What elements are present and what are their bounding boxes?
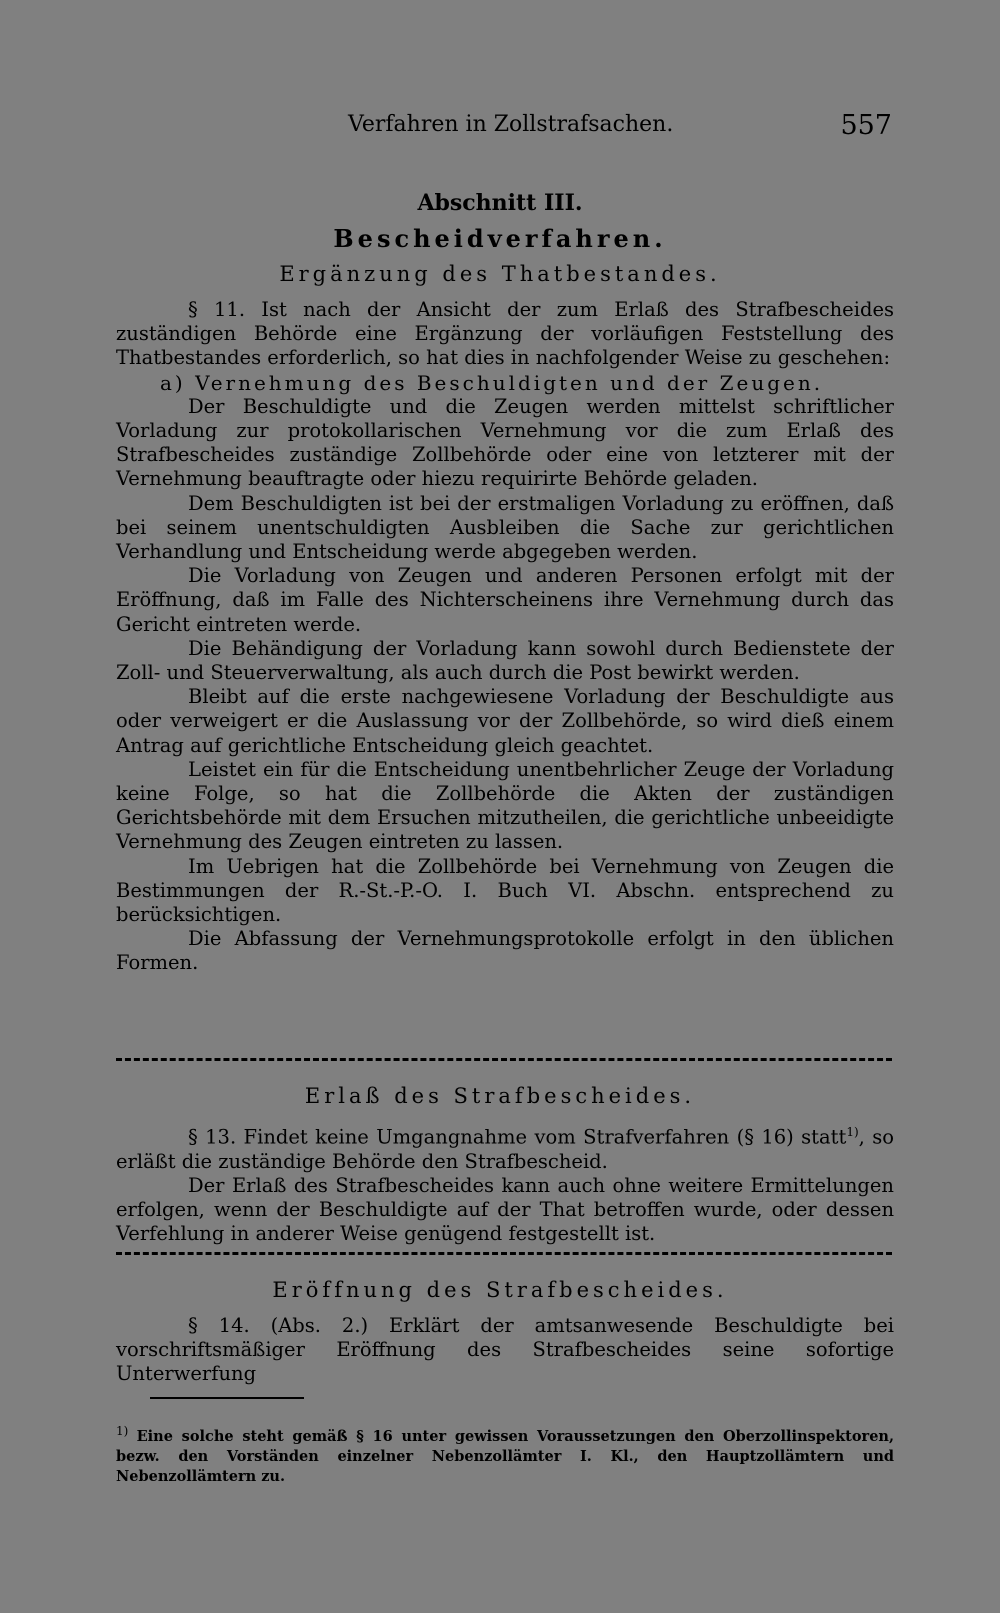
paragraph-14: § 14. (Abs. 2.) Erklärt der amtsanwesende Beschuldigte bei vorschriftsmäßiger Eröffnung des Strafbescheides seine sofortige Unterwerfung — [116, 1314, 894, 1386]
section-title: Bescheidverfahren. — [333, 224, 667, 253]
part-ergaenzung-body — [116, 298, 894, 976]
paragraph: Dem Beschuldigten ist bei der erstmaligen Vorladung zu eröffnen, daß bei seinem unentschuldigten Ausbleiben die Sache zur gerichtlichen Verhandlung und Entscheidung werde abgegeben werden. — [116, 491, 894, 564]
page-header — [0, 112, 1000, 152]
page-number: 557 — [840, 110, 892, 141]
section-divider — [116, 1252, 892, 1255]
footnote-rule — [150, 1397, 304, 1399]
paragraph: Bleibt auf die erste nachgewiesene Vorladung der Beschuldigte aus oder verweigert er die Auslassung vor der Zollbehörde, so wird dieß einem Antrag auf gerichtliche Entscheidung gleich geachtet. — [116, 685, 894, 757]
paragraph-13 — [116, 1120, 894, 1174]
paragraph: Die Vorladung von Zeugen und anderen Personen erfolgt mit der Eröffnung, daß im Falle des Nichterscheinens ihre Vernehmung durch das Gericht eintreten werde. — [116, 564, 894, 636]
section-divider — [116, 1058, 892, 1061]
paragraph-13-text-end: , so erläßt die zuständige Behörde den Strafbescheid. — [116, 1125, 895, 1173]
part-erlass-body — [116, 1120, 894, 1247]
footnote-reference[interactable]: 1) — [846, 1125, 859, 1139]
paragraph: Der Erlaß des Strafbescheides kann auch ohne weitere Ermittelungen erfolgen, wenn der Beschuldigte auf der That betroffen wurde, oder dessen Verfehlung in anderer Weise genügend festgestellt ist. — [116, 1173, 894, 1246]
paragraph: Der Beschuldigte und die Zeugen werden mittelst schriftlicher Vorladung zur protokollarischen Vernehmung vor die zum Erlaß des Strafbescheides zuständige Zollbehörde oder eine von letzterer mit der Vernehmung beauftragte oder hiezu requirirte Behörde geladen. — [116, 394, 894, 491]
paragraph: Die Abfassung der Vernehmungsprotokolle erfolgt in den üblichen Formen. — [116, 927, 894, 975]
section-label: Abschnitt III. — [417, 190, 583, 216]
paragraph-13-text: § 13. Findet keine Umgangnahme vom Strafverfahren (§ 16) statt — [188, 1125, 847, 1149]
part-eroeffnung-body — [116, 1314, 894, 1387]
paragraph: Im Uebrigen hat die Zollbehörde bei Vernehmung von Zeugen die Bestimmungen der R.-St.-P.-O. I. Buch VI. Abschn. entsprechend zu berücksichtigen. — [116, 854, 894, 927]
running-title: Verfahren in Zollstrafsachen. — [348, 112, 674, 137]
footnote-marker: 1) — [116, 1424, 129, 1438]
paragraph-11: § 11. Ist nach der Ansicht der zum Erlaß des Strafbescheides zuständigen Behörde eine Ergänzung der vorläufigen Feststellung des Thatbestandes erforderlich, so hat dies in nachfolgender Weise zu geschehen: — [116, 298, 894, 370]
subheading-ergaenzung: Ergänzung des Thatbestandes. — [279, 262, 721, 286]
footnote — [116, 1422, 894, 1487]
paragraph: Leistet ein für die Entscheidung unentbehrlicher Zeuge der Vorladung keine Folge, so hat die Zollbehörde die Akten der zuständigen Gerichtsbehörde mit dem Ersuchen mitzutheilen, die gerichtliche unbeeidigte Vernehmung des Zeugen eintreten zu lassen. — [116, 757, 894, 854]
subheading-vernehmung: a) Vernehmung des Beschuldigten und der Zeugen. — [160, 370, 824, 395]
subheading-eroeffnung: Eröffnung des Strafbescheides. — [272, 1278, 728, 1302]
subheading-erlass: Erlaß des Strafbescheides. — [304, 1084, 696, 1108]
footnote-text: Eine solche steht gemäß § 16 unter gewissen Voraussetzungen den Oberzollinspektoren, bezw. den Vorständen einzelner Nebenzollämter I. Kl., den Hauptzollämtern und Nebenzollämtern zu. — [116, 1427, 895, 1485]
paragraph: Die Behändigung der Vorladung kann sowohl durch Bedienstete der Zoll- und Steuerverwaltung, als auch durch die Post bewirkt werden. — [116, 636, 894, 685]
